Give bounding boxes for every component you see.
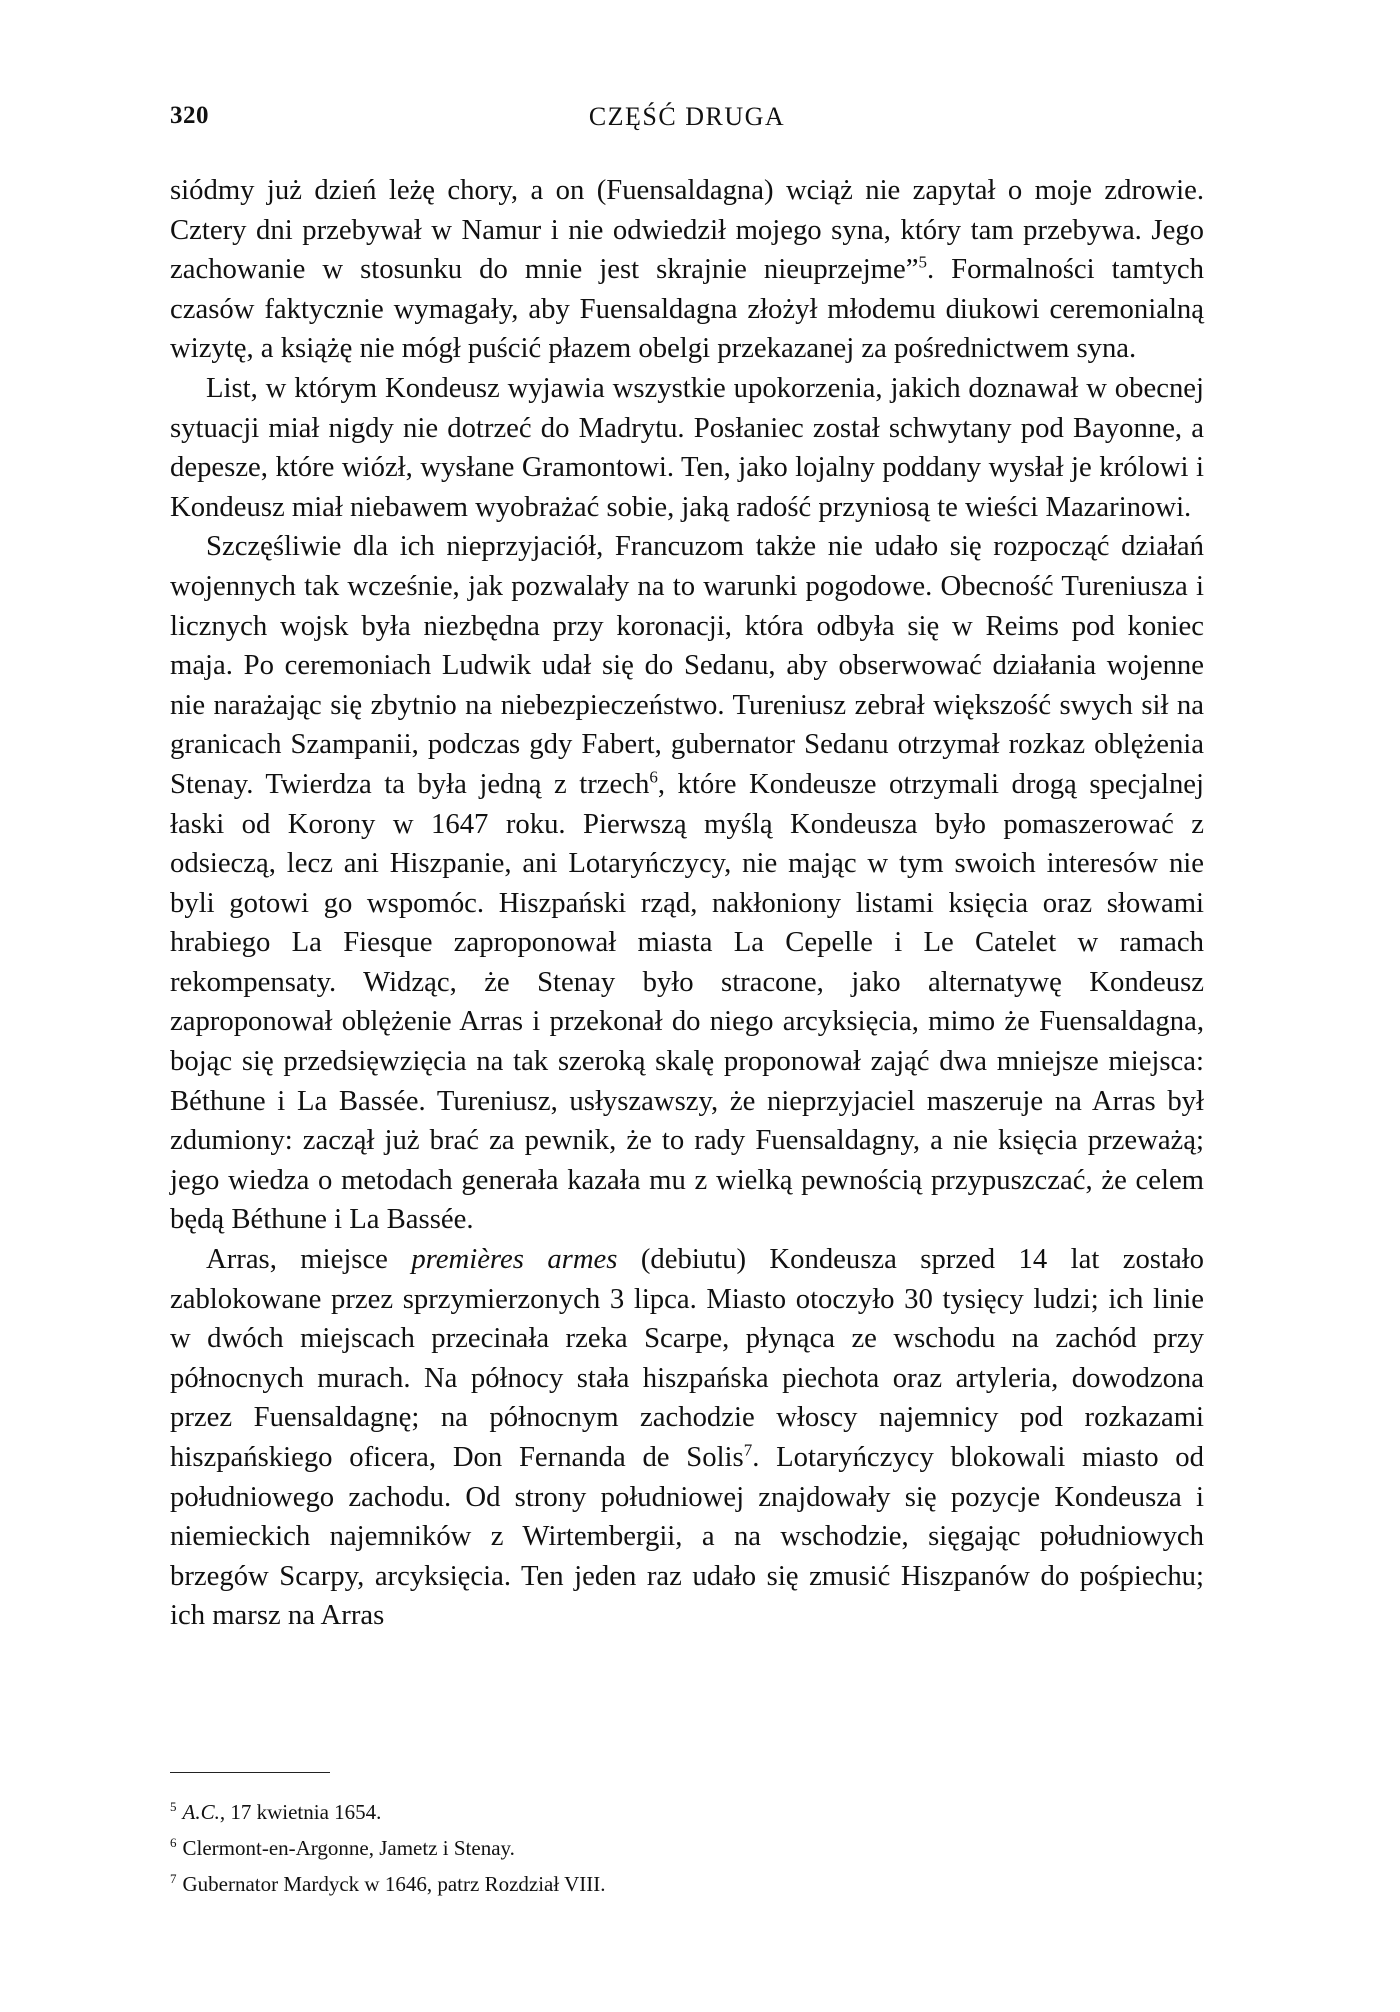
paragraph-4-text-c: . Lotaryńczycy blokowali miasto od południowego zachodu. Od strony południowej znajdowały się pozycje Kondeusza i niemieckich najemników z Wirtembergii, a na wschodzie, sięgając południowych brzegów Scarpy, arcyksięcia. Ten jeden raz udało się zmusić Hiszpanów do pośpiechu; ich marsz na Arras (170, 1441, 1204, 1632)
footnote-divider (170, 1772, 330, 1773)
footnote-italic: A.C. (182, 1800, 220, 1824)
footnote-7 (170, 1866, 1204, 1902)
footnote-mark: 7 (170, 1871, 177, 1886)
footnote-ref-6: 6 (649, 767, 658, 787)
paragraph-2: List, w którym Kondeusz wyjawia wszystkie upokorzenia, jakich doznawał w obecnej sytuacji miał nigdy nie dotrzeć do Madrytu. Posłaniec został schwytany pod Bayonne, a depesze, które wiózł, wysłane Gramontowi. Ten, jako lojalny poddany wysłał je królowi i Kondeusz miał niebawem wyobrażać sobie, jaką radość przyniosą te wieści Mazarinowi. (170, 371, 1204, 523)
paragraph-3-text-b: , które Kondeusze otrzymali drogą specjalnej łaski od Korony w 1647 roku. Pierwszą myślą Kondeusza było pomaszerować z odsieczą, lecz ani Hiszpanie, ani Lotaryńczycy, nie mając w tym swoich interesów nie byli gotowi go wspomóc. Hiszpański rząd, nakłoniony listami księcia oraz słowami hrabiego La Fiesque zaproponował miasta La Cepelle i Le Catelet w ramach rekompensaty. Widząc, że Stenay było stracone, jako alternatywę Kondeusz zaproponował oblężenie Arras i przekonał do niego arcyksięcia, mimo że Fuensaldagna, bojąc się przedsięwzięcia na tak szeroką skalę proponował zająć dwa mniejsze miejsca: Béthune i La Bassée. Tureniusz, usłyszawszy, że nieprzyjaciel maszeruje na Arras był zdumiony: zaczął już brać za pewnik, że to rady Fuensaldagny, a nie księcia przeważą; jego wiedza o metodach generała kazała mu z wielką pewnością przypuszczać, że celem będą Béthune i La Bassée. (170, 767, 1205, 1236)
footnote-text: , 17 kwietnia 1654. (219, 1800, 382, 1824)
paragraph-1 (170, 171, 1204, 369)
running-title: CZĘŚĆ DRUGA (588, 102, 786, 131)
paragraph-4 (170, 1240, 1204, 1636)
page-number: 320 (170, 102, 209, 129)
paragraph-4-text-b: (debiutu) Kondeusza sprzed 14 lat zostało zablokowane przez sprzymierzonych 3 lipca. Miasto otoczyło 30 tysięcy ludzi; ich linie w dwóch miejscach przecinała rzeka Scarpe, płynąca ze wschodu na zachód przy północnych murach. Na północy stała hiszpańska piechota oraz artyleria, dowodzona przez Fuensaldagnę; na północnym zachodzie włoscy najemnicy pod rozkazami hiszpańskiego oficera, Don Fernanda de Solis (170, 1243, 1204, 1473)
footnote-6 (170, 1830, 1204, 1866)
footnote-ref-7: 7 (743, 1440, 753, 1460)
footnotes (170, 1794, 1204, 1902)
footnote-text: Gubernator Mardyck w 1646, patrz Rozdział VIII. (182, 1872, 606, 1896)
body-text (170, 171, 1204, 1636)
paragraph-4-text-a: Arras, miejsce (206, 1243, 412, 1276)
footnote-ref-5: 5 (918, 252, 927, 272)
footnote-5 (170, 1794, 1204, 1830)
paragraph-3 (170, 527, 1204, 1240)
footnote-mark: 6 (170, 1835, 177, 1850)
paragraph-1-text-b: . Formalności tamtych czasów faktycznie wymagały, aby Fuensaldagna złożył młodemu diukowi ceremonialną wizytę, a książę nie mógł puścić płazem obelgi przekazanej za pośrednictwem syna. (170, 253, 1204, 365)
footnote-text: Clermont-en-Argonne, Jametz i Stenay. (182, 1836, 515, 1860)
footnote-mark: 5 (170, 1799, 177, 1814)
page-header (170, 102, 1204, 142)
paragraph-1-text-a: siódmy już dzień leżę chory, a on (Fuensaldagna) wciąż nie zapytał o moje zdrowie. Cztery dni przebywał w Namur i nie odwiedził mojego syna, który tam przebywa. Jego zachowanie w stosunku do mnie jest skrajnie nieuprzejme” (170, 174, 1204, 286)
paragraph-3-text-a: Szczęśliwie dla ich nieprzyjaciół, Francuzom także nie udało się rozpocząć działań wojennych tak wcześnie, jak pozwalały na to warunki pogodowe. Obecność Tureniusza i licznych wojsk była niezbędna przy koronacji, która odbyła się w Reims pod koniec maja. Po ceremoniach Ludwik udał się do Sedanu, aby obserwować działania wojenne nie narażając się zbytnio na niebezpieczeństwo. Tureniusz zebrał większość swych sił na granicach Szampanii, podczas gdy Fabert, gubernator Sedanu otrzymał rozkaz oblężenia Stenay. Twierdza ta była jedną z trzech (170, 530, 1204, 800)
paragraph-4-italic: premières armes (411, 1243, 618, 1276)
